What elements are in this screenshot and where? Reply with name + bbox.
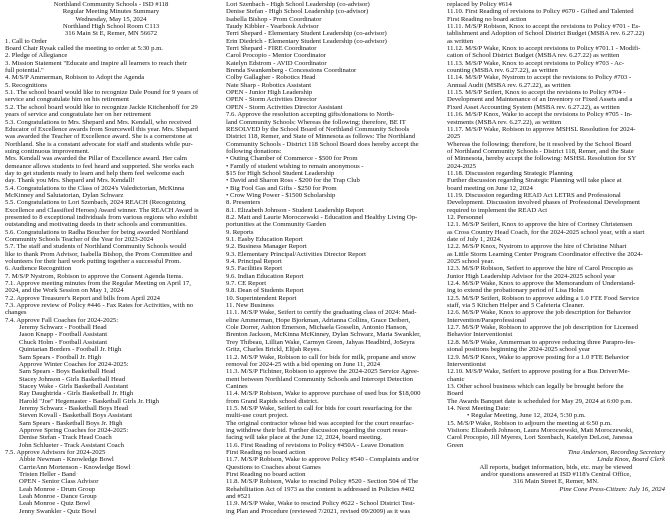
minutes-line: 5.1. The school board would like to recognize Dale Pound for 9 years of bbox=[5, 89, 199, 97]
minutes-line: Jenny Swankler - Quiz Bowl bbox=[19, 507, 97, 515]
minutes-line: 11.1. M/S/P Wake, Seifert to certify the graduating class of 2024: Mad- bbox=[226, 309, 417, 317]
minutes-line: • Family of student wishing to remain anonymous - bbox=[226, 162, 364, 170]
minutes-line: and/or questions answered at ISD #118's Central Office, bbox=[480, 471, 632, 478]
minutes-line: • Crow Wing Power - $1500 Scholarship bbox=[226, 191, 336, 199]
minutes-line: Pine Cone Press-Citizen: July 16, 2024 bbox=[559, 485, 665, 493]
minutes-line: 11.12. M/S/P Wake, Knox to accept revisions to Policy #701.1 - Modifi- bbox=[447, 45, 641, 53]
minutes-line: facing will take place at the June 12, 2024, board meeting. bbox=[226, 434, 383, 442]
minutes-line: 1. Call to Order bbox=[5, 37, 47, 45]
minutes-line: sional positions beginning the 2024-2025 school year bbox=[447, 346, 591, 354]
minutes-line: Approve Spring Coaches for 2024-2025: bbox=[19, 426, 129, 434]
minutes-line: replaced by Policy #614 bbox=[447, 1, 512, 8]
minutes-line: 12.6. M/S/P Wake, Knox to approve the job description for Behavior bbox=[447, 309, 631, 317]
minutes-line: 9.2. Business Manager Report bbox=[226, 243, 307, 251]
minutes-line: 8.2. Matt and Laurie Moroczewski - Education and Healthy Living Op- bbox=[226, 213, 418, 221]
minutes-line: 11.11. M/S/P Robison, Knox to accept the revisions to Policy #701 - Es- bbox=[447, 23, 641, 31]
minutes-line: McKinney and Salutatorian, Dylan Schwarz bbox=[5, 191, 124, 199]
minutes-line: 4. M/S/P Ammerman, Robison to Adopt the Agenda bbox=[5, 74, 145, 82]
minutes-line: Denise Stefan - High School Leadership (co-advisor) bbox=[226, 8, 369, 16]
minutes-line: ment between Northland Community Schools and Intercept Detection bbox=[226, 375, 414, 383]
minutes-line: years of service and congratulate her on her retirement bbox=[5, 111, 151, 119]
minutes-line: Excellence and Classified Heroes) Award winner. The REACH Award is bbox=[5, 206, 199, 214]
minutes-line: Stacey Johnson - Girls Basketball Head bbox=[19, 375, 126, 383]
minutes-line: day to get students ready to learn and help them feel welcome each bbox=[5, 169, 185, 177]
minutes-line: Interventionist bbox=[447, 360, 487, 368]
minutes-line: Cole Dorrer, Ashton Emerson, Michaela Gosselin, Antonio Hanson, bbox=[226, 324, 408, 332]
minutes-line: 12.5. M/S/P Seifert, Robison to approve adding a 1.0 FTE Food Service bbox=[447, 294, 640, 302]
minutes-line: 9.7. CE Report bbox=[226, 280, 267, 288]
minutes-line: 9.5. Facilities Report bbox=[226, 265, 283, 273]
minutes-line: Community Schools - District 118 School Board does hereby accept the bbox=[226, 140, 419, 148]
minutes-line: Rehabilitation Act of 1973 as the content is addressed in Policies #402 bbox=[226, 485, 415, 493]
minutes-line: board meeting on June 12, 2024 bbox=[447, 184, 533, 192]
minutes-line: Sam Spears - Boys Basketball Head bbox=[19, 368, 116, 376]
minutes-line: 9.1. Easby Education Report bbox=[226, 236, 303, 243]
minutes-line: • Big Fool Gas and Gifts - $250 for Prom bbox=[226, 184, 337, 192]
minutes-line: Abbie Newman - Knowledge Bowl bbox=[19, 456, 114, 464]
minutes-line: $15 for High School Student Leadership bbox=[226, 169, 335, 177]
minutes-line: District 118, Remer, and State of Minnesota as follows: The Northland bbox=[226, 133, 416, 141]
minutes-line: 12.9. M/S/P Knox, Wake to approve posting for a 1.0 FTE Behavior bbox=[447, 353, 630, 361]
minutes-line: 316 Main St E, Remer, MN 56672 bbox=[64, 30, 158, 38]
minutes-line: Junior High Leadership Advisor for the 2024-2025 school year bbox=[447, 272, 616, 280]
minutes-column-1 bbox=[5, 1, 217, 515]
minutes-line: OPEN - Storm Activities Director Assistant bbox=[226, 103, 343, 111]
minutes-line: Sam Spears - Basketball Boys Jr. High bbox=[19, 419, 123, 427]
minutes-line: 9.3. Elementary Principal/Activities Director Report bbox=[226, 250, 367, 258]
minutes-line: Regular Meeting Minutes Summary bbox=[62, 8, 160, 16]
minutes-line: as Cross Country Head Coach, for the 2024-2025 school year, with a start bbox=[447, 228, 645, 236]
minutes-line: Jeremy Schwarz - Basketball Boys Head bbox=[19, 404, 129, 412]
minutes-line: 7.4. Approve Fall Coaches for 2024-2025: bbox=[5, 316, 119, 324]
minutes-line: First Reading no board action bbox=[226, 448, 306, 456]
minutes-line: 2025 bbox=[447, 133, 461, 141]
minutes-line: Leah Monroe - Quiz Bowl bbox=[19, 500, 90, 508]
minutes-line: removal for 2024-25 with a bid opening on June 11, 2024 bbox=[226, 360, 381, 368]
minutes-line: as Little Storm Learning Center Program Coordinator effective the 2024- bbox=[447, 250, 643, 258]
minutes-line: 11.4. M/S/P Robison, Wake to approve purchase of used bus for $18,000 bbox=[226, 390, 421, 398]
minutes-line: 11.18. Discussion regarding Strategic Planning bbox=[447, 169, 573, 177]
minutes-line: Lori Szenbach - High School Leadership (co-advisor) bbox=[226, 1, 370, 8]
minutes-line: Leah Monroe - Dance Group bbox=[19, 493, 97, 501]
minutes-line: Tristen Heller - Band bbox=[19, 471, 76, 478]
minutes-line: • Outing Chamber of Commerce - $500 for Prom bbox=[226, 155, 358, 163]
minutes-line: Jason Knapp - Football Assistant bbox=[19, 331, 108, 339]
minutes-line: 9. Reports bbox=[226, 228, 254, 236]
minutes-line: 15. M/S/P Wake, Robison to adjourn the meeting at 6:50 p.m. bbox=[447, 419, 612, 427]
minutes-line: eline Ammerman, Hope Bjorkman, Adrianna Collins, Grace Deibert, bbox=[226, 316, 411, 324]
minutes-line: OPEN - Junior High Leadership bbox=[226, 89, 313, 97]
minutes-line: Leah Monroe - Drum Group bbox=[19, 485, 96, 493]
minutes-line: 12.1. M/S/P Seifert, Knox to approve the hire of Cortney Christensen bbox=[447, 221, 633, 229]
minutes-line: was awarded the Teacher of Excellence award. She is a cornerstone at bbox=[5, 133, 192, 141]
minutes-line: 9.4. Principal Report bbox=[226, 258, 282, 266]
minutes-line: Development and Maintenance of an Inventory or Fixed Assets and a bbox=[447, 96, 633, 104]
minutes-line: changes bbox=[5, 309, 27, 317]
minutes-line: 11.16. M/S/P Knox, Wake to accept the revisions to Policy #705 - In- bbox=[447, 111, 633, 119]
minutes-line: 2025 school year. bbox=[447, 258, 494, 266]
minutes-line: Approve Winter Coaches for 2024-2025: bbox=[19, 360, 129, 368]
minutes-line: Mrs. Kendall was awarded the Pillar of Excellence award. Her calm bbox=[5, 155, 187, 163]
minutes-line: Northland. She is a constant advocate for staff and students while pur- bbox=[5, 140, 193, 148]
minutes-line: Colby Gallagher - Robotics Head bbox=[226, 74, 316, 82]
minutes-line: 5.5. Congratulations to Lori Szenbach, 2024 REACH (Recognizing bbox=[5, 199, 186, 207]
minutes-line: Ray Daughtrida - Girls Basketball Jr. High bbox=[19, 390, 134, 398]
minutes-line: demeanor allows students to feel heard and supported. She works each bbox=[5, 162, 194, 170]
minutes-line: Katelyn Edstrom - AVID Coordinator bbox=[226, 59, 327, 67]
minutes-column-2 bbox=[226, 1, 438, 515]
minutes-line: from Grand Rapids school district. bbox=[226, 397, 319, 405]
minutes-line: outstanding and motivating deeds in their schools and communities. bbox=[5, 221, 187, 229]
minutes-line: 12.10. M/S/P Wake, Seifert to approve posting for a Bus Driver/Me- bbox=[447, 368, 630, 376]
minutes-line: 11.7. M/S/P Robison, Wake to approve Policy #540 - Complaints and/or bbox=[226, 456, 419, 464]
minutes-line: Brenda Swankenberg - Concessions Coordinator bbox=[226, 67, 357, 75]
minutes-column-3 bbox=[447, 1, 665, 493]
minutes-line: 316 Main Street E, Remer, MN. bbox=[513, 478, 599, 486]
minutes-line: 7.6. Approve the resolution accepting gifts/donations to North- bbox=[226, 111, 395, 119]
minutes-line: portunities at the Community Garden bbox=[226, 221, 326, 229]
minutes-line: Brenton Jackson, McKinna McKinney, Dylan Schwarz, Maria Swankler, bbox=[226, 331, 421, 339]
minutes-line: 12.3. M/S/P Robison, Seifert to approve the hire of Carol Procopio as bbox=[447, 265, 633, 273]
minutes-line: presented to 8 exceptional individuals from various regions who exhibit bbox=[5, 213, 198, 221]
minutes-line: Northland High School Room C113 bbox=[62, 23, 160, 31]
minutes-line: 5.6. Congratulations to Radha Boucher for being awarded Northland bbox=[5, 228, 189, 236]
minutes-line: 3. Mission Statement "Educate and inspire all learners to reach their bbox=[5, 59, 187, 67]
minutes-line: 11.6. First Reading of revisions to Policy #450A - Leave Donation bbox=[226, 441, 404, 449]
minutes-line: 9.8. Dean of Students Report bbox=[226, 287, 304, 295]
minutes-line: First Reading no board action bbox=[226, 471, 306, 478]
minutes-line: Harold "Joe" Hegemaster - Basketball Girls Jr. High bbox=[19, 397, 159, 405]
minutes-line: 11.5. M/S/P Wake, Seifert to call for bids for court resurfacing for the bbox=[226, 404, 412, 412]
minutes-line: full potential." bbox=[5, 67, 44, 75]
minutes-line: Sam Spears - Football Jr. High bbox=[19, 353, 102, 361]
minutes-line: of Northland Community Schools - District 118, Remer, and the State bbox=[447, 147, 634, 155]
minutes-line: 12.8. M/S/P Wake, Ammerman to approve reducing three Parapro-fes- bbox=[447, 338, 636, 346]
minutes-line: Board bbox=[447, 390, 464, 398]
minutes-line: Further discussion regarding Strategic Planning will take place at bbox=[447, 177, 622, 185]
minutes-line: chanic bbox=[447, 375, 465, 383]
minutes-line: Board Chair Rysak called the meeting to order at 5:30 p.m. bbox=[5, 45, 163, 53]
minutes-line: The Awards Banquet date is scheduled for May 29, 2024 at 6:00 p.m. bbox=[447, 397, 633, 405]
minutes-line: 12. Personnel bbox=[447, 213, 484, 221]
minutes-line: OPEN - Storm Activities Director bbox=[226, 96, 317, 104]
minutes-line: • David and Sharon Ross - $200 for the Trap Club bbox=[226, 177, 360, 185]
minutes-line: 12.7. M/S/P Wake, Robison to approve the job description for Licensed bbox=[447, 324, 638, 332]
minutes-line: volunteers for their hard work putting together a successful Prom. bbox=[5, 258, 182, 266]
minutes-line: Visitors: Elizabeth Johnson, Laura Moroczewski, Matt Moroczewski, bbox=[447, 426, 633, 434]
minutes-line: 11.2. M/S/P Wake, Robison to call for bids for milk, propane and snow bbox=[226, 353, 416, 361]
minutes-line: Nate Sharp - Robotics Assistant bbox=[226, 81, 312, 89]
minutes-line: Terri Shepard - FIRE Coordinator bbox=[226, 45, 317, 53]
minutes-line: Isabella Bishop - Prom Coordinator bbox=[226, 15, 322, 23]
minutes-line: RESOLVED by the School Board of Northland Community Schools bbox=[226, 125, 410, 133]
minutes-line: 8.1. Elizabeth Johnson - Student Leadership Report bbox=[226, 206, 364, 214]
minutes-line: suing continuous improvement. bbox=[5, 147, 90, 155]
minutes-line: 12.2. M/S/P Knox, Nystrom to approve the hire of Christine Nihart bbox=[447, 243, 627, 251]
minutes-line: 7. M/S/P Nystrom, Robison to approve the Consent Agenda Items. bbox=[5, 272, 184, 280]
minutes-line: Jeremy Schwarz - Football Head bbox=[19, 324, 107, 332]
minutes-line: Quintarian Borders - Football Jr. High bbox=[19, 346, 122, 354]
minutes-line: following donations: bbox=[226, 147, 282, 155]
minutes-line: 7.2. Approve Treasurer's Report and bills from April 2024 bbox=[5, 294, 161, 302]
minutes-line: Canines bbox=[226, 382, 248, 390]
minutes-line: Gritz, Charles Brickl, Elijah Reyes. bbox=[226, 346, 321, 354]
minutes-line: 5.2. The school board would like to recognize Jackie Kitchenhoff for 29 bbox=[5, 103, 198, 111]
minutes-line: Tina Anderson, Recording Secretary bbox=[567, 448, 665, 456]
minutes-line: • Regular Meeting, June 12, 2024, 5:30 p.m. bbox=[467, 412, 586, 420]
minutes-line: ing withdrew their bid. Further discussion regarding the court resur- bbox=[226, 426, 408, 434]
minutes-line: Wednesday, May 15, 2024 bbox=[75, 15, 147, 23]
minutes-line: day. Thank you Mrs. Shepard and Mrs. Kendall! bbox=[5, 177, 135, 185]
minutes-line: OPEN - Senior Class Advisor bbox=[19, 478, 99, 486]
minutes-line: 11.9. M/S/P Wake, Wake to rescind Policy #622 - School District Test- bbox=[226, 500, 415, 508]
minutes-line: 11.13. M/S/P Wake, Knox to accept revisions to Policy #703 - Ac- bbox=[447, 59, 625, 67]
minutes-line: Carol Procopio - Mentor Coordinator bbox=[226, 52, 326, 60]
minutes-line: Green bbox=[447, 441, 464, 449]
minutes-line: of Minnesota, hereby accept the following: MSHSL Resolution for SY bbox=[447, 155, 637, 163]
minutes-line: CarrieAnn Mortenson - Knowledge Bowl bbox=[19, 463, 131, 471]
minutes-line: vestments (MSBA rev. 6.27.22), as written bbox=[447, 118, 562, 126]
minutes-line: Community Schools Teacher of the Year for 2023-2024 bbox=[5, 236, 154, 243]
minutes-line: Annual Audit (MSBA rev. 6.27.22), as written bbox=[447, 81, 571, 89]
minutes-line: 14. Next Meeting Date: bbox=[447, 404, 511, 412]
minutes-line: date of July 1, 2024. bbox=[447, 236, 502, 243]
minutes-line: ing to extend the probationary period of Lisa Holm bbox=[447, 287, 584, 295]
minutes-line: First Reading no board action bbox=[447, 15, 527, 23]
minutes-line: 11.8. M/S/P Robison, Wake to rescind Policy #520 - Section 504 of The bbox=[226, 478, 419, 486]
minutes-line: like to thank Prom Advisor, Isabella Bishop, the Prom Committee and bbox=[5, 250, 193, 258]
minutes-line: 10. Superintendent Report bbox=[226, 294, 297, 302]
minutes-line: 5.4. Congratulations to the Class of 2024's Valedictorian, McKinna bbox=[5, 184, 185, 192]
minutes-line: required to implement the READ Act bbox=[447, 206, 548, 214]
minutes-line: 11.10. First Reading of revisions to Policy #670 - Gifted and Talented bbox=[447, 8, 634, 16]
minutes-line: 7.5. Approve Advisors for 2024-2025 bbox=[5, 448, 106, 456]
minutes-line: Trey Thibeau, Lillian Wake, Carmyn Green, Jahyas Headbird, JoSeyra bbox=[226, 338, 415, 346]
minutes-line: Educator of Excellence awards from Sourcewell this year. Mrs. Shepard bbox=[5, 125, 198, 133]
minutes-line: Denise Stefan - Track Head Coach bbox=[19, 434, 112, 442]
minutes-line: Steven Kovall - Basketball Boys Assistant bbox=[19, 412, 133, 420]
minutes-line: 11.15. M/S/P Seifert, Knox to accept the revisions to Policy #704 - bbox=[447, 89, 626, 97]
minutes-line: Linda Knox, Board Clerk bbox=[597, 456, 665, 464]
minutes-line: Whereas the following; therefore, be it resolved by the School Board bbox=[447, 140, 632, 148]
minutes-line: ing Plan and Procedure (reviewed 7/2021, revised 09/2009) as it was bbox=[226, 507, 411, 515]
minutes-line: Chuck Holm - Football Assistant bbox=[19, 338, 108, 346]
minutes-line: 7.1. Approve meeting minutes from the Regular Meeting on April 17, bbox=[5, 280, 191, 288]
minutes-line: counting (MSBA rev. 6.27.22), as written bbox=[447, 67, 558, 75]
minutes-line: Erin Diedrich - Elementary Student Leadership (co-advisor) bbox=[226, 37, 387, 45]
minutes-line: Carol Procopio, Jill Myeres, Lori Szenbach, Katelyn DeLost, Janessa bbox=[447, 434, 633, 442]
minutes-line: and #521 bbox=[226, 493, 251, 501]
minutes-line: 5. Recognitions bbox=[5, 81, 47, 89]
minutes-line: tablishment and Adoption of School District Budget (MSBA rev. 6.27.22) bbox=[447, 30, 645, 38]
minutes-line: 11. New Business bbox=[226, 302, 274, 310]
minutes-line: 13. Other school business which can legally be brought before the bbox=[447, 382, 624, 390]
minutes-line: 6. Audience Recognition bbox=[5, 265, 72, 273]
minutes-line: 2. Pledge of Allegiance bbox=[5, 52, 68, 60]
minutes-line: Development. Discussion involved phases of Professional Development bbox=[447, 199, 640, 207]
minutes-line: John Schlueter - Track Assistant Coach bbox=[19, 441, 124, 449]
minutes-line: 7.3. Approve review of Policy #446 - Fax Rates for Activities, with no bbox=[5, 302, 194, 310]
minutes-line: Terri Shepard - Elementary Student Leadership (co-advisor) bbox=[226, 30, 387, 38]
minutes-line: The original contractor whose bid was accepted for the court resurfac- bbox=[226, 419, 414, 427]
minutes-line: Intervention/Paraprofessional bbox=[447, 316, 527, 324]
minutes-line: 12.4. M/S/P Wake, Knox to approve the Memorandum of Understand- bbox=[447, 280, 636, 288]
minutes-line: All reports, budget information, bids, etc. may be viewed bbox=[479, 463, 633, 471]
minutes-line: service and congratulate him on his retirement bbox=[5, 96, 130, 104]
minutes-line: Northland Community Schools - ISD #118 bbox=[53, 1, 169, 8]
minutes-line: 11.17. M/S/P Wake, Robison to approve MSHSL Resolution for 2024- bbox=[447, 125, 636, 133]
minutes-line: 5.3. Congratulations to Mrs. Shepard and Mrs. Kendall, who received bbox=[5, 118, 192, 126]
minutes-line: 5.7. The staff and students of Northland Community Schools would bbox=[5, 243, 187, 251]
minutes-line: 2024-2025 bbox=[447, 162, 476, 170]
minutes-line: cation of School District Budget (MSBA rev. 6.27.22) as written bbox=[447, 52, 620, 60]
minutes-line: 9.6. Indian Education Report bbox=[226, 272, 304, 280]
minutes-line: Fixed Asset Accounting System (MSBA rev. 6.27.22), as written bbox=[447, 103, 620, 111]
minutes-line: 8. Presenters bbox=[226, 199, 261, 207]
minutes-line: Questions to Coaches about Games bbox=[226, 463, 321, 471]
minutes-line: Taudy Kibbler - Yearbook Advisor bbox=[226, 23, 319, 31]
minutes-line: 11.3. M/S/P Fichtner, Robison to approve the 2024-2025 Service Agree- bbox=[226, 368, 420, 376]
minutes-line: 2024, and the Work Session on May 1, 2024 bbox=[5, 287, 124, 295]
minutes-line: as written bbox=[447, 37, 474, 45]
minutes-line: Stacey Wake - Girls Basketball Assistant bbox=[19, 382, 129, 390]
minutes-line: 11.14. M/S/P Wake, Nystrom to accept the revisions to Policy #703 - bbox=[447, 74, 632, 82]
minutes-line: Behavior Interventionist bbox=[447, 331, 513, 339]
minutes-line: 11.19. Discussion regarding READ Act LETRS and Professional bbox=[447, 191, 621, 199]
minutes-line: land Community Schools: Whereas the following; therefore, BE IT bbox=[226, 118, 406, 126]
minutes-line: multi-use court project. bbox=[226, 412, 289, 420]
minutes-line: staff, via 5 Kitchen Helper and 5 Cafeteria Cleaner. bbox=[447, 302, 585, 310]
